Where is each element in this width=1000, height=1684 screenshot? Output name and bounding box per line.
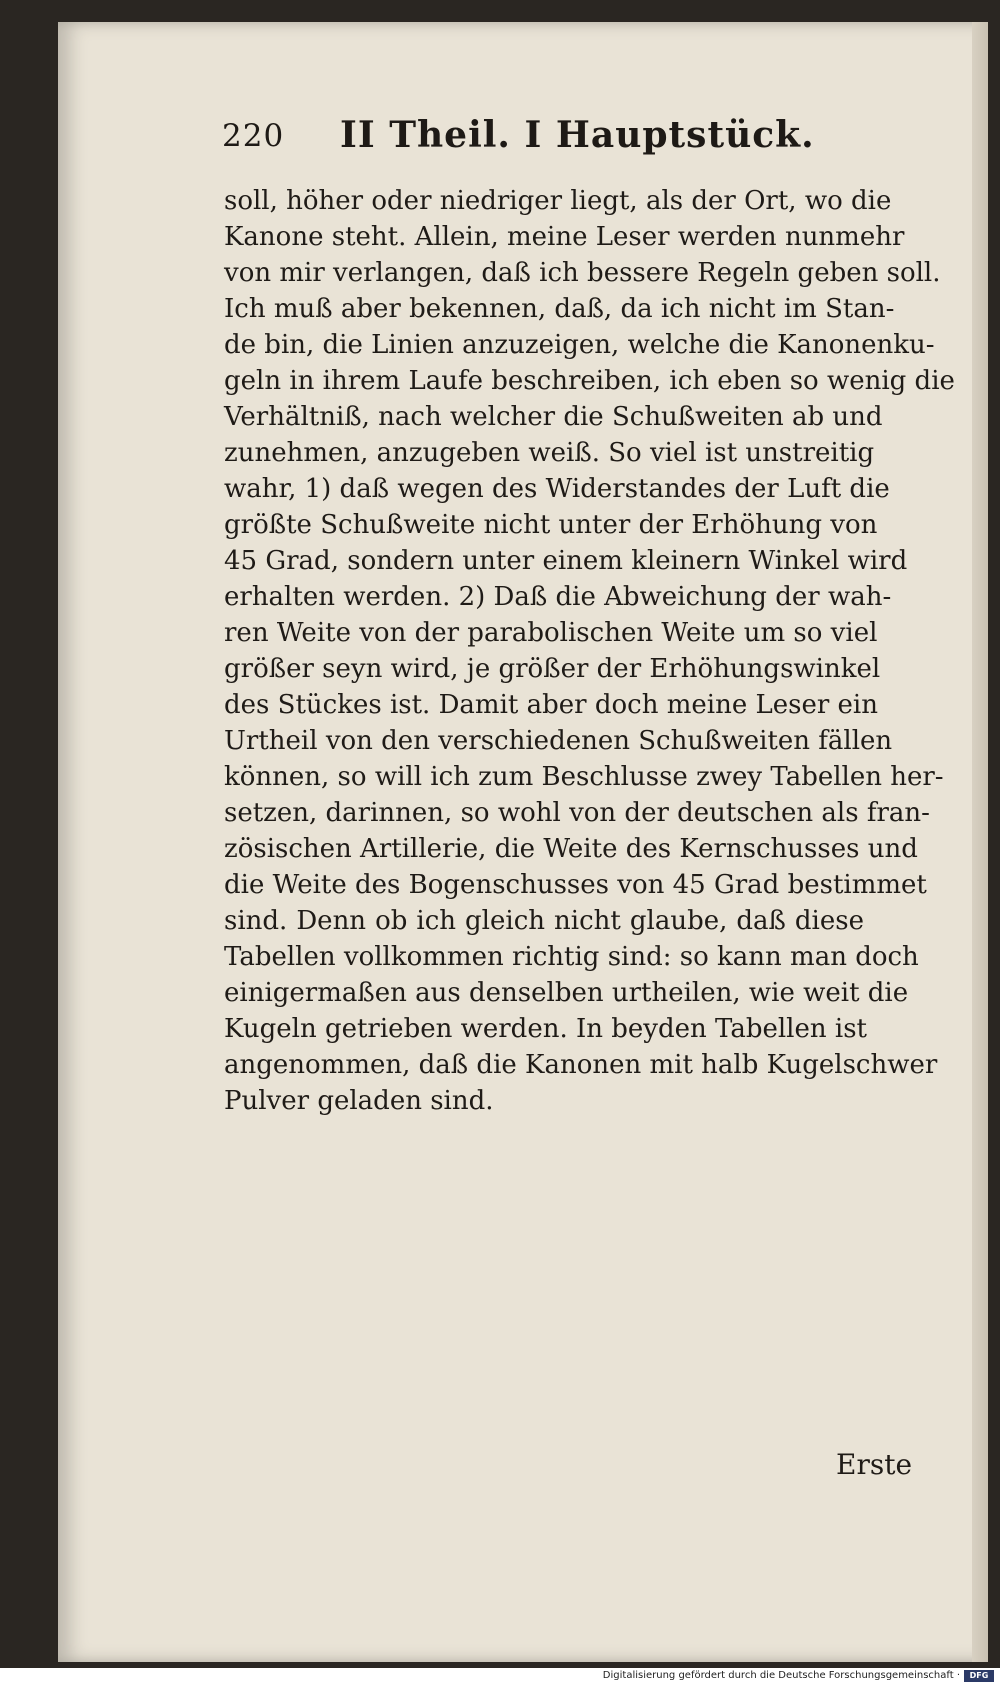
- chapter-heading: II Theil. I Hauptstück.: [340, 114, 815, 156]
- text-line: von mir verlangen, daß ich bessere Regeln geben soll.: [224, 258, 941, 288]
- text-line: Urtheil von den verschiedenen Schußweiten fällen: [224, 726, 893, 756]
- text-line: angenommen, daß die Kanonen mit halb Kugelschwer: [224, 1050, 938, 1080]
- text-line: des Stückes ist. Damit aber doch meine Leser ein: [224, 690, 878, 720]
- text-line: größte Schußweite nicht unter der Erhöhung von: [224, 510, 878, 540]
- running-head: [222, 114, 822, 168]
- text-line: Tabellen vollkommen richtig sind: so kann man doch: [224, 942, 919, 972]
- text-line: wahr, 1) daß wegen des Widerstandes der Luft die: [224, 474, 890, 504]
- text-line: geln in ihrem Laufe beschreiben, ich eben so wenig die: [224, 366, 955, 396]
- funding-credit: Digitalisierung gefördert durch die Deutsche Forschungsgemeinschaft ·: [602, 1670, 960, 1681]
- page-edge: [972, 22, 988, 1662]
- text-line: Verhältniß, nach welcher die Schußweiten ab und: [224, 402, 883, 432]
- text-line: erhalten werden. 2) Daß die Abweichung der wah-: [224, 582, 892, 612]
- digitization-footer: [0, 1668, 1000, 1684]
- text-line: zunehmen, anzugeben weiß. So viel ist unstreitig: [224, 438, 875, 468]
- text-line: de bin, die Linien anzuzeigen, welche die Kanonenku-: [224, 330, 935, 360]
- text-line: setzen, darinnen, so wohl von der deutschen als fran-: [224, 798, 930, 828]
- text-line: größer seyn wird, je größer der Erhöhungswinkel: [224, 654, 881, 684]
- text-line: einigermaßen aus denselben urtheilen, wie weit die: [224, 978, 909, 1008]
- dfg-logo: DFG: [964, 1670, 994, 1682]
- text-line: die Weite des Bogenschusses von 45 Grad bestimmet: [224, 870, 927, 900]
- text-line: soll, höher oder niedriger liegt, als der Ort, wo die: [224, 186, 892, 216]
- text-line: Pulver geladen sind.: [224, 1086, 494, 1116]
- text-line: ren Weite von der parabolischen Weite um so viel: [224, 618, 878, 648]
- text-line: können, so will ich zum Beschlusse zwey Tabellen her-: [224, 762, 944, 792]
- text-line: Kanone steht. Allein, meine Leser werden nunmehr: [224, 222, 905, 252]
- catchword: Erste: [836, 1448, 913, 1481]
- text-line: Kugeln getrieben werden. In beyden Tabellen ist: [224, 1014, 868, 1044]
- text-line: sind. Denn ob ich gleich nicht glaube, daß diese: [224, 906, 864, 936]
- text-line: 45 Grad, sondern unter einem kleinern Winkel wird: [224, 546, 908, 576]
- page-number: 220: [222, 118, 285, 154]
- body-text: [224, 183, 955, 1119]
- text-line: zösischen Artillerie, die Weite des Kernschusses und: [224, 834, 918, 864]
- text-line: Ich muß aber bekennen, daß, da ich nicht im Stan-: [224, 294, 895, 324]
